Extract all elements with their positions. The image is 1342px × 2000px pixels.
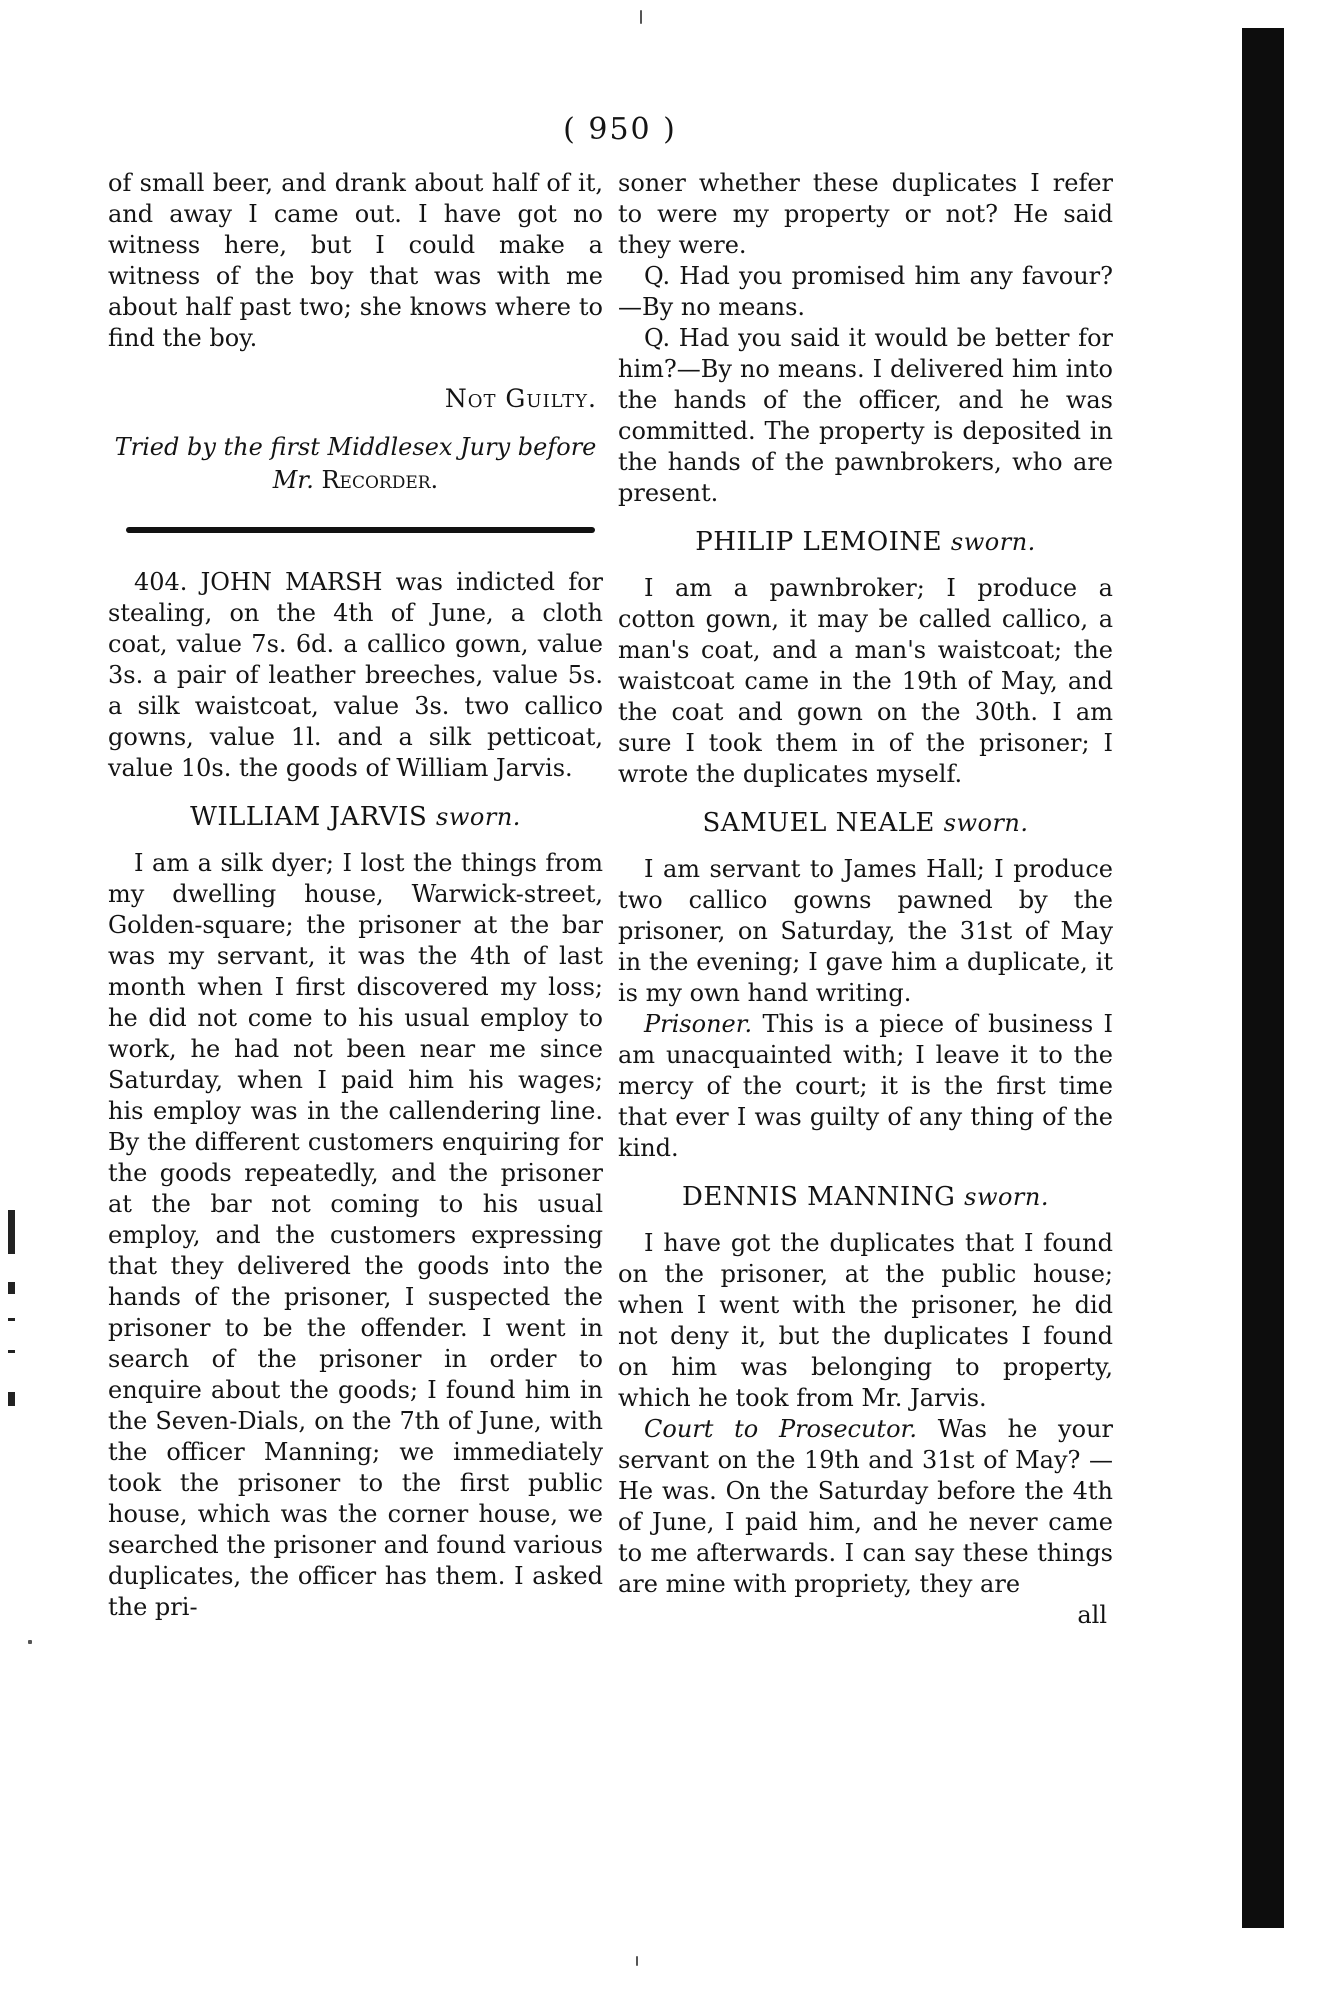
tried-line-1: Tried by the first Middlesex Jury before: [114, 433, 597, 461]
testimony-paragraph: I am a pawnbroker; I produce a cotton gown, it may be called callico, a man's coat, and a man's waistcoat; the waistcoat came in the 19th of May, and the coat and gown on the 30th. I am sure I took them in of the prisoner; I wrote the duplicates myself.: [618, 574, 1113, 788]
testimony-paragraph: I am servant to James Hall; I produce two callico gowns pawned by the prisoner, on Saturday, the 31st of May in the evening; I gave him a duplicate, it is my own hand writing.: [618, 855, 1113, 1007]
witness-sworn: sworn.: [964, 1183, 1049, 1211]
witness-heading: [618, 1180, 1113, 1214]
scan-speck: [636, 1956, 638, 1966]
prisoner-statement: [618, 1009, 1113, 1164]
right-column: [618, 168, 1113, 1631]
testimony-paragraph: I am a silk dyer; I lost the things from my dwelling house, Warwick-street, Golden-square; the prisoner at the bar was my servant, it was the 4th of last month when I first discovered my loss; he did not come to his usual employ to work, he had not been near me since Saturday, when I paid him his wages; his employ was in the callendering line. By the different customers enquiring for the goods repeatedly, and the prisoner at the bar not coming to his usual employ, and the customers expressing that they delivered the goods into the hands of the prisoner, I suspected the prisoner to be the offender. I went in search of the prisoner in order to enquire about the goods; I found him in the Seven-Dials, on the 7th of June, with the officer Manning; we immediately took the prisoner to the first public house, which was the corner house, we searched the prisoner and found various duplicates, the officer has them. I asked the pri-: [108, 849, 603, 1621]
margin-mark: [8, 1282, 15, 1294]
testimony-paragraph: I have got the duplicates that I found on the prisoner, at the public house; when I went with the prisoner, he did not deny it, but the duplicates I found on him was belonging to property, which he took from Mr. Jarvis.: [618, 1229, 1113, 1412]
margin-mark: [8, 1210, 15, 1254]
continuation-paragraph: soner whether these duplicates I refer to were my property or not? He said they were.: [618, 169, 1113, 259]
speaker-label: Prisoner.: [644, 1010, 753, 1038]
question-paragraph: Q. Had you said it would be better for him?—By no means. I delivered him into the hands of the officer, and he was committed. The property is deposited in the hands of the pawnbrokers, who are present.: [618, 324, 1113, 507]
witness-name: DENNIS MANNING: [681, 1182, 956, 1212]
margin-mark: [8, 1392, 15, 1406]
margin-mark: [8, 1350, 15, 1353]
court-statement: [618, 1414, 1113, 1600]
catchword: all: [1077, 1601, 1107, 1629]
indictment-paragraph: 404. JOHN MARSH was indicted for stealing, on the 4th of June, a cloth coat, value 7s. 6d. a callico gown, value 3s. a pair of leather breeches, value 5s. a silk waistcoat, value 3s. two callico gowns, value 1l. and a silk petticoat, value 10s. the goods of William Jarvis.: [108, 568, 603, 782]
section-divider: [126, 527, 595, 533]
question-paragraph: Q. Had you promised him any favour? —By no means.: [618, 262, 1113, 321]
opening-paragraph: of small beer, and drank about half of it, and away I came out. I have got no witness here, but I could make a witness of the boy that was with me about half past two; she knows where to find the boy.: [108, 169, 603, 352]
speaker-label: Court to Prosecutor.: [644, 1415, 917, 1443]
witness-name: SAMUEL NEALE: [702, 808, 935, 838]
witness-heading: [108, 800, 603, 834]
statement-text: Was he your servant on the 19th and 31st of May? —He was. On the Saturday before the 4th of June, I paid him, and he never came to me afterwards. I can say these things are mine with propriety, they are: [618, 1415, 1113, 1598]
scan-speck: [640, 10, 642, 24]
margin-mark: [8, 1318, 15, 1321]
statement-text: This is a piece of business I am unacquainted with; I leave it to the mercy of the court; it is the first time that ever I was guilty of any thing of the kind.: [618, 1010, 1113, 1162]
page-number: ( 950 ): [563, 112, 677, 147]
scan-speck: [28, 1640, 32, 1644]
witness-name: PHILIP LEMOINE: [695, 527, 943, 557]
witness-heading: [618, 806, 1113, 840]
scan-edge-bar: [1242, 28, 1284, 1928]
tried-title: Mr.: [272, 466, 314, 494]
witness-sworn: sworn.: [436, 803, 521, 831]
witness-sworn: sworn.: [950, 528, 1036, 556]
left-column: [108, 168, 603, 1623]
tried-name: Recorder.: [321, 466, 439, 494]
witness-heading: [618, 525, 1113, 559]
tried-line-2: [108, 464, 603, 497]
verdict: Not Guilty.: [444, 384, 597, 413]
witness-sworn: sworn.: [943, 809, 1029, 837]
witness-name: WILLIAM JARVIS: [190, 802, 428, 832]
tried-before-line: [108, 431, 603, 497]
